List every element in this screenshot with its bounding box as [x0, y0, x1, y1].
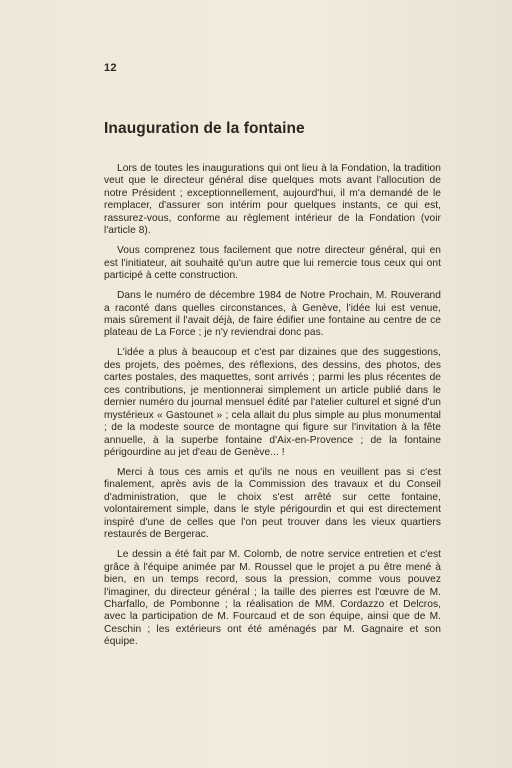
paragraph-2: Vous comprenez tous facilement que notre directeur général, qui en est l'initiateur, ait souhaité qu'un autre que lui remercie tous ceux qui ont participé à cette construction.	[104, 245, 441, 282]
paragraph-5: Merci à tous ces amis et qu'ils ne nous en veuillent pas si c'est finalement, après avis de la Commission des travaux et du Conseil d'administration, que le choix s'est arrêté sur cette fontaine, volontairement simple, dans le style périgourdin et qui est directement inspiré d'une de celles que l'on peut trouver dans les vieux quartiers restaurés de Bergerac.	[104, 466, 441, 541]
article-title: Inauguration de la fontaine	[104, 120, 305, 137]
paragraph-6: Le dessin a été fait par M. Colomb, de notre service entretien et c'est grâce à l'équipe animée par M. Roussel que le projet a pu être mené à bien, en un temps record, sous la pression, comme vous pouvez l'imaginer, du directeur général ; la taille des pierres est l'œuvre de M. Charfallo, de Pombonne ; la réalisation de MM. Cordazzo et Delcros, avec la participation de M. Fourcaud et de son équipe, ainsi que de M. Ceschin ; les extérieurs ont été aménagés par M. Gagnaire et son équipe.	[104, 549, 441, 648]
paragraph-3: Dans le numéro de décembre 1984 de Notre Prochain, M. Rouverand a raconté dans quelles circonstances, à Genève, l'idée lui est venue, mais sûrement il l'avait déjà, de faire édifier une fontaine au centre de ce plateau de La Force ; je n'y reviendrai donc pas.	[104, 290, 441, 339]
page-number: 12	[104, 62, 117, 74]
paragraph-1: Lors de toutes les inaugurations qui ont lieu à la Fondation, la tradition veut que le directeur général dise quelques mots avant l'allocution de notre Président ; exceptionnellement, aujourd'hui, il m'a demandé de le remplacer, d'assurer son intérim pour quelques instants, ce qui est, rassurez-vous, conforme au règlement intérieur de la Fondation (voir l'article 8).	[104, 163, 441, 237]
article-body	[104, 163, 441, 656]
paragraph-4: L'idée a plus à beaucoup et c'est par dizaines que des suggestions, des projets, des poèmes, des réflexions, des dessins, des photos, des cartes postales, des maquettes, sont arrivés ; parmi les plus récentes de ces contributions, je mentionnerai simplement un article publié dans le dernier numéro du journal mensuel édité par l'atelier culturel et signé d'un mystérieux « Gastounet » ; cela allait du plus simple au plus monumental ; de la modeste source de montagne qui figure sur l'invitation à la fête annuelle, à la superbe fontaine d'Aix-en-Provence ; de la fontaine périgourdine au jet d'eau de Genève... !	[104, 347, 441, 459]
